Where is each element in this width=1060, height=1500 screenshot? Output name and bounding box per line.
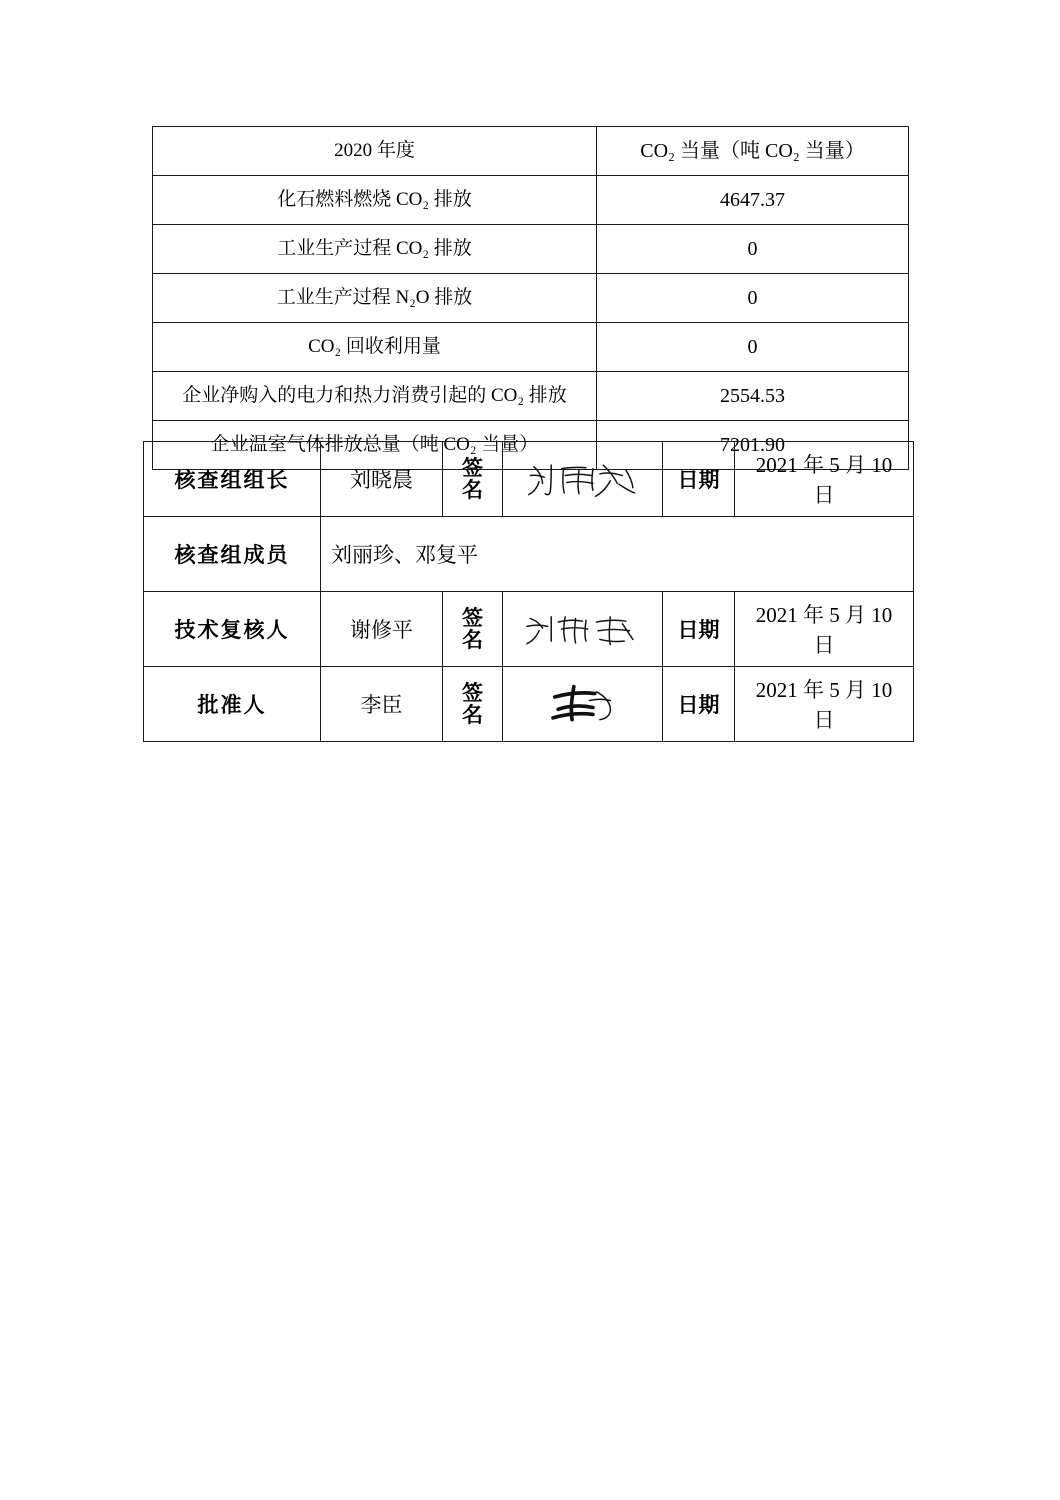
date-value: 2021 年 5 月 10 日 <box>735 667 914 742</box>
signature-label <box>443 667 503 742</box>
date-value: 2021 年 5 月 10 日 <box>735 442 914 517</box>
role-label: 核查组组长 <box>144 442 321 517</box>
date-value: 2021 年 5 月 10 日 <box>735 592 914 667</box>
table-row-approver <box>144 667 914 742</box>
table-row-team-members <box>144 517 914 592</box>
emission-row-value: 0 <box>597 225 909 274</box>
emission-summary-table <box>152 126 909 470</box>
table-row <box>153 372 909 421</box>
emission-row-label: 企业净购入的电力和热力消费引起的 CO₂ 排放 <box>153 372 597 421</box>
table-row-team-leader <box>144 442 914 517</box>
table-row <box>153 323 909 372</box>
team-members-value: 刘丽珍、邓复平 <box>321 517 914 592</box>
signature-label-char1: 签 <box>462 605 483 630</box>
role-label: 批准人 <box>144 667 321 742</box>
signature-approval-table <box>143 441 914 742</box>
table-row <box>153 225 909 274</box>
emission-row-value: 0 <box>597 274 909 323</box>
person-name: 谢修平 <box>321 592 443 667</box>
signature-label <box>443 442 503 517</box>
date-label: 日期 <box>663 442 735 517</box>
signature-label-char2: 名 <box>462 628 483 652</box>
emission-period-header: 2020 年度 <box>153 127 597 176</box>
table-row <box>153 176 909 225</box>
person-name: 李臣 <box>321 667 443 742</box>
handwritten-signature <box>503 592 663 667</box>
signature-ink-icon <box>513 601 652 657</box>
emission-row-label: 工业生产过程 N₂O 排放 <box>153 274 597 323</box>
table-row <box>153 274 909 323</box>
role-label: 技术复核人 <box>144 592 321 667</box>
table-row-technical-reviewer <box>144 592 914 667</box>
emission-row-value: 7201.90 <box>597 421 909 470</box>
signature-ink-icon <box>513 676 652 732</box>
emission-row-label: 化石燃料燃烧 CO₂ 排放 <box>153 176 597 225</box>
emission-unit-header: CO₂ 当量（吨 CO₂ 当量） <box>597 127 909 176</box>
emission-row-label: 企业温室气体排放总量（吨 CO₂ 当量） <box>153 421 597 470</box>
handwritten-signature <box>503 442 663 517</box>
emission-row-value: 2554.53 <box>597 372 909 421</box>
emission-row-label: CO₂ 回收利用量 <box>153 323 597 372</box>
date-label: 日期 <box>663 592 735 667</box>
signature-label-char1: 签 <box>462 455 483 480</box>
signature-label <box>443 592 503 667</box>
signature-ink-icon <box>513 451 652 507</box>
emission-row-value: 4647.37 <box>597 176 909 225</box>
date-label: 日期 <box>663 667 735 742</box>
person-name: 刘晓晨 <box>321 442 443 517</box>
emission-row-label: 工业生产过程 CO₂ 排放 <box>153 225 597 274</box>
handwritten-signature <box>503 667 663 742</box>
table-row-header <box>153 127 909 176</box>
signature-label-char2: 名 <box>462 478 483 502</box>
emission-row-value: 0 <box>597 323 909 372</box>
role-label: 核查组成员 <box>144 517 321 592</box>
signature-label-char2: 名 <box>462 703 483 727</box>
signature-label-char1: 签 <box>462 680 483 705</box>
